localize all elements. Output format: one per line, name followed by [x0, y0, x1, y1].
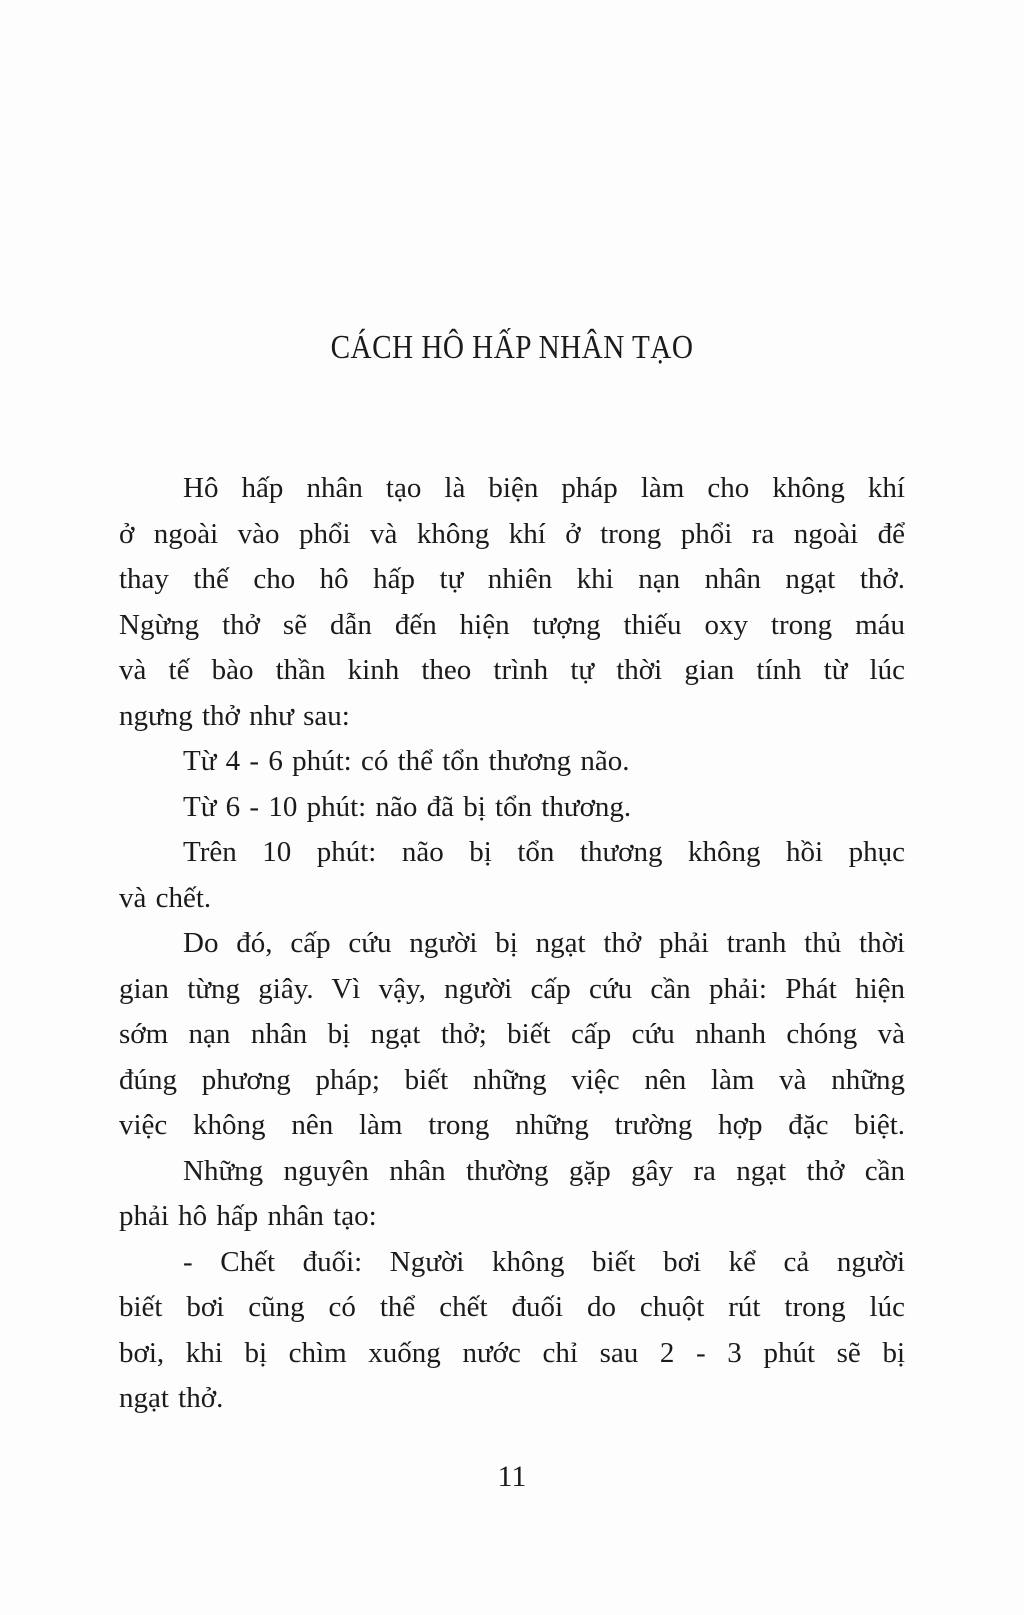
paragraph-line: Do đó, cấp cứu người bị ngạt thở phải tranh thủ thời	[183, 927, 905, 959]
paragraph	[119, 830, 905, 921]
paragraph-line: sớm nạn nhân bị ngạt thở; biết cấp cứu nhanh chóng và	[119, 1018, 905, 1050]
paragraph-line: bơi, khi bị chìm xuống nước chỉ sau 2 - 3 phút sẽ bị	[119, 1336, 905, 1369]
text-block	[119, 466, 905, 1422]
paragraph-line: ngạt thở.	[119, 1382, 224, 1414]
page-title: CÁCH HÔ HẤP NHÂN TẠO	[330, 329, 694, 366]
paragraph-line: và tế bào thần kinh theo trình tự thời gian tính từ lúc	[119, 654, 905, 686]
paragraph-line: Từ 4 - 6 phút: có thể tổn thương não.	[183, 745, 630, 777]
paragraph-line: phải hô hấp nhân tạo:	[119, 1200, 377, 1232]
paragraph	[119, 739, 905, 785]
paragraph-line: ở ngoài vào phổi và không khí ở trong phổi ra ngoài để	[119, 517, 905, 550]
paragraph-line: và chết.	[119, 881, 212, 914]
page-number: 11	[497, 1460, 527, 1493]
paragraph-line: Những nguyên nhân thường gặp gây ra ngạt thở cần	[183, 1154, 905, 1187]
paragraph-line: gian từng giây. Vì vậy, người cấp cứu cần phải: Phát hiện	[119, 972, 905, 1005]
paragraph-line: - Chết đuối: Người không biết bơi kể cả người	[183, 1245, 905, 1278]
paragraph-line: Ngừng thở sẽ dẫn đến hiện tượng thiếu oxy trong máu	[119, 608, 905, 641]
paragraph-line: Hô hấp nhân tạo là biện pháp làm cho không khí	[183, 472, 905, 504]
paragraph-line: biết bơi cũng có thể chết đuối do chuột rút trong lúc	[119, 1291, 905, 1323]
paragraph	[119, 921, 905, 1149]
paragraph	[119, 1149, 905, 1240]
paragraph-line: đúng phương pháp; biết những việc nên làm và những	[119, 1063, 905, 1096]
paragraph-line: ngưng thở như sau:	[119, 699, 350, 732]
paragraph-line: Từ 6 - 10 phút: não đã bị tổn thương.	[183, 790, 632, 823]
paragraph	[119, 1240, 905, 1422]
paragraph	[119, 466, 905, 739]
paragraph-line: Trên 10 phút: não bị tổn thương không hồi phục	[183, 836, 905, 868]
paragraph	[119, 785, 905, 831]
paragraph-line: thay thế cho hô hấp tự nhiên khi nạn nhân ngạt thở.	[119, 563, 905, 595]
paragraph-line: việc không nên làm trong những trường hợp đặc biệt.	[119, 1109, 905, 1141]
